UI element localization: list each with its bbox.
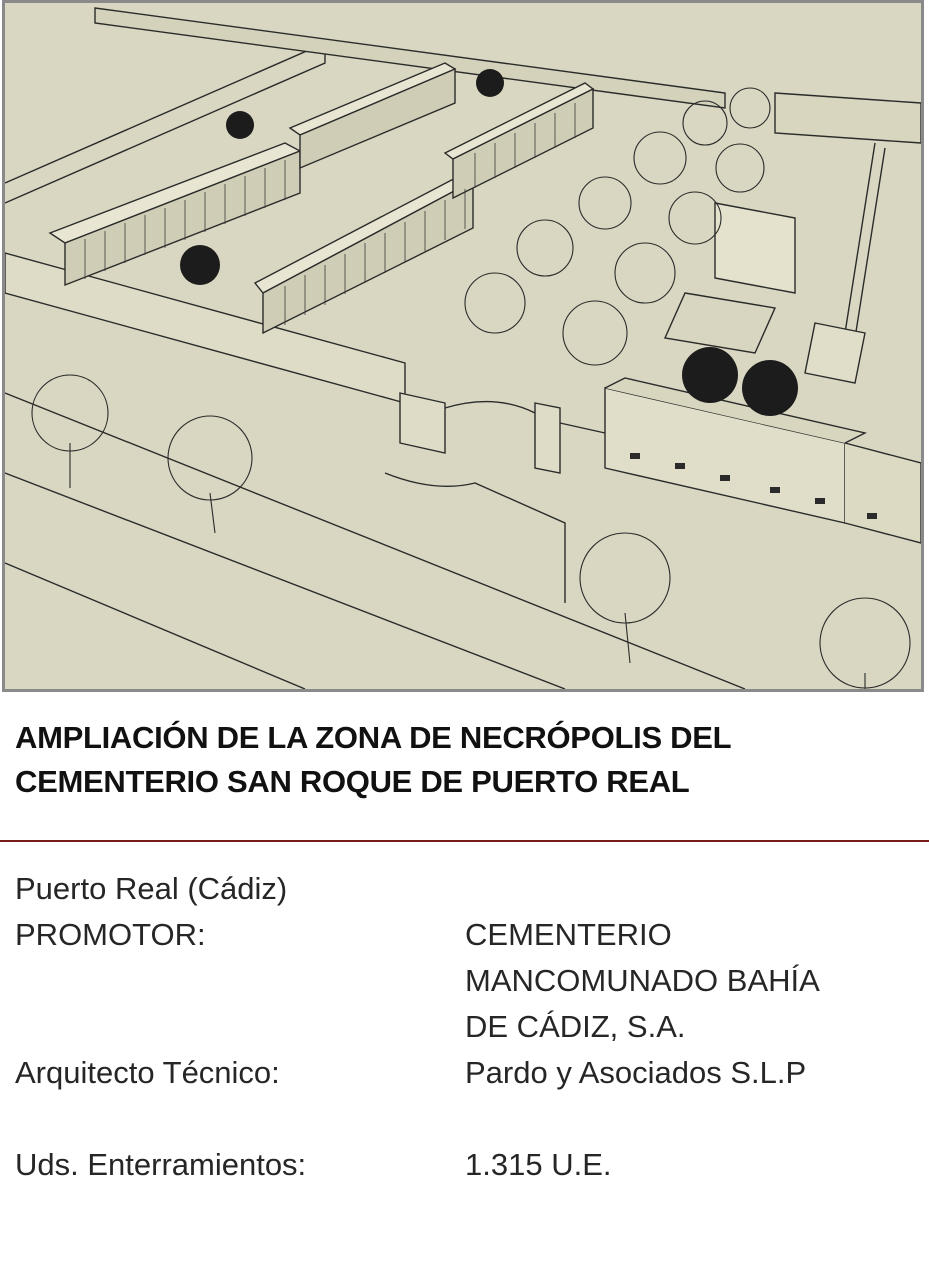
unidades-row <box>15 1142 915 1188</box>
cemetery-site-drawing <box>5 3 921 689</box>
unidades-label: Uds. Enterramientos: <box>15 1147 307 1182</box>
location-text: Puerto Real (Cádiz) <box>15 871 288 906</box>
arquitecto-row <box>15 1050 915 1096</box>
promotor-label: PROMOTOR: <box>15 917 206 952</box>
unidades-value: 1.315 U.E. <box>465 1147 612 1182</box>
project-title <box>15 716 915 804</box>
promotor-value-line-2: MANCOMUNADO BAHÍA <box>465 963 820 998</box>
promotor-row <box>15 912 915 1050</box>
architectural-render <box>2 0 924 692</box>
arquitecto-value: Pardo y Asociados S.L.P <box>465 1055 807 1090</box>
promotor-value <box>465 912 915 1050</box>
project-details <box>15 866 915 1188</box>
spacer <box>15 1096 915 1142</box>
project-title-line-1: AMPLIACIÓN DE LA ZONA DE NECRÓPOLIS DEL <box>15 720 732 755</box>
title-divider <box>0 840 929 842</box>
project-title-line-2: CEMENTERIO SAN ROQUE DE PUERTO REAL <box>15 764 690 799</box>
arquitecto-label: Arquitecto Técnico: <box>15 1055 280 1090</box>
promotor-value-line-1: CEMENTERIO <box>465 917 672 952</box>
location-row <box>15 866 915 912</box>
promotor-value-line-3: DE CÁDIZ, S.A. <box>465 1009 686 1044</box>
